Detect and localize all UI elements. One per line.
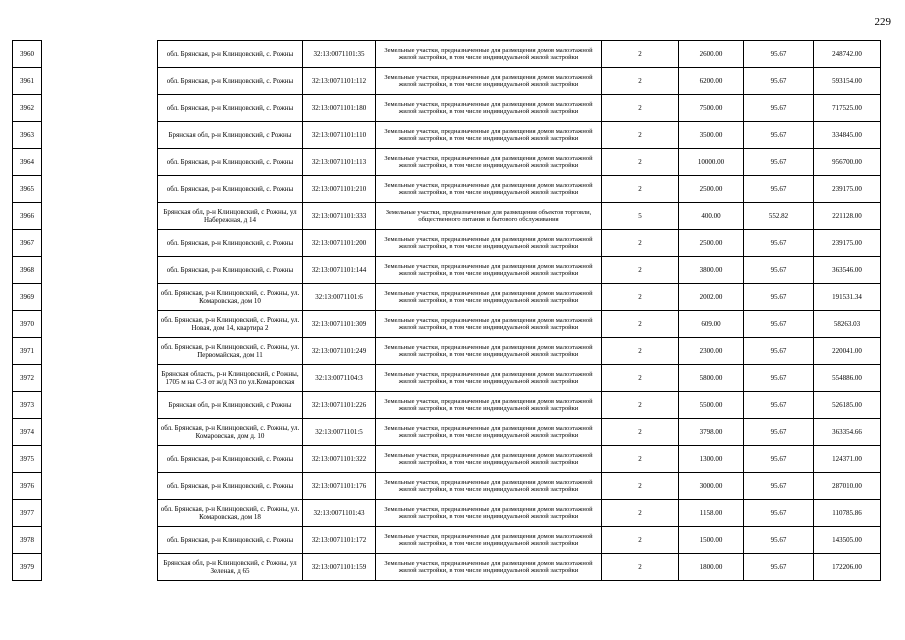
page-number: 229 (874, 16, 891, 28)
area-cell: 400.00 (679, 203, 744, 230)
cadastral-number-cell: 32:13:0071101:176 (303, 473, 376, 500)
specific-value-cell: 95.67 (744, 41, 814, 68)
land-use-purpose-cell: Земельные участки, предназначенные для размещения объектов торговли, общественного питания и бытового обслуживания (376, 203, 602, 230)
table-row (13, 446, 881, 473)
land-use-purpose-cell: Земельные участки, предназначенные для размещения домов малоэтажной жилой застройки, в том числе индивидуальной жилой застройки (376, 257, 602, 284)
cadastral-number-cell: 32:13:0071101:112 (303, 68, 376, 95)
land-use-purpose-cell: Земельные участки, предназначенные для размещения домов малоэтажной жилой застройки, в том числе индивидуальной жилой застройки (376, 230, 602, 257)
address-cell: обл. Брянская, р-н Клинцовский, с. Рожны, ул. Комаровская, дом 10 (158, 284, 303, 311)
use-group-cell: 2 (602, 554, 679, 581)
area-cell: 1158.00 (679, 500, 744, 527)
cadastral-value-cell: 221128.00 (814, 203, 881, 230)
area-cell: 6200.00 (679, 68, 744, 95)
specific-value-cell: 95.67 (744, 338, 814, 365)
row-number-cell: 3968 (13, 257, 42, 284)
row-number-cell: 3977 (13, 500, 42, 527)
row-number-cell: 3975 (13, 446, 42, 473)
land-use-purpose-cell: Земельные участки, предназначенные для размещения домов малоэтажной жилой застройки, в том числе индивидуальной жилой застройки (376, 554, 602, 581)
use-group-cell: 2 (602, 446, 679, 473)
table-row (13, 203, 881, 230)
specific-value-cell: 95.67 (744, 554, 814, 581)
address-cell: обл. Брянская, р-н Клинцовский, с. Рожны, ул. Новая, дом 14, квартира 2 (158, 311, 303, 338)
cadastral-number-cell: 32:13:0071101:6 (303, 284, 376, 311)
table-row (13, 122, 881, 149)
cadastral-value-cell: 554886.00 (814, 365, 881, 392)
land-use-purpose-cell: Земельные участки, предназначенные для размещения домов малоэтажной жилой застройки, в том числе индивидуальной жилой застройки (376, 446, 602, 473)
row-number-cell: 3963 (13, 122, 42, 149)
blank-gap-cell (42, 95, 158, 122)
use-group-cell: 5 (602, 203, 679, 230)
table-row (13, 230, 881, 257)
address-cell: обл. Брянская, р-н Клинцовский, с. Рожны (158, 41, 303, 68)
area-cell: 2600.00 (679, 41, 744, 68)
use-group-cell: 2 (602, 230, 679, 257)
area-cell: 1500.00 (679, 527, 744, 554)
cadastral-number-cell: 32:13:0071101:309 (303, 311, 376, 338)
land-use-purpose-cell: Земельные участки, предназначенные для размещения домов малоэтажной жилой застройки, в том числе индивидуальной жилой застройки (376, 95, 602, 122)
blank-gap-cell (42, 257, 158, 284)
row-number-cell: 3979 (13, 554, 42, 581)
cadastral-number-cell: 32:13:0071101:35 (303, 41, 376, 68)
land-use-purpose-cell: Земельные участки, предназначенные для размещения домов малоэтажной жилой застройки, в том числе индивидуальной жилой застройки (376, 392, 602, 419)
use-group-cell: 2 (602, 68, 679, 95)
use-group-cell: 2 (602, 176, 679, 203)
address-cell: Брянская обл, р-н Клинцовский, с Рожны, ул Набережная, д 14 (158, 203, 303, 230)
cadastral-value-cell: 287010.00 (814, 473, 881, 500)
address-cell: обл. Брянская, р-н Клинцовский, с. Рожны (158, 149, 303, 176)
table-row (13, 284, 881, 311)
cadastral-value-cell: 956700.00 (814, 149, 881, 176)
table-row (13, 338, 881, 365)
table-row (13, 419, 881, 446)
area-cell: 3500.00 (679, 122, 744, 149)
specific-value-cell: 95.67 (744, 527, 814, 554)
area-cell: 2002.00 (679, 284, 744, 311)
address-cell: обл. Брянская, р-н Клинцовский, с. Рожны, ул. Комаровская, дом 18 (158, 500, 303, 527)
specific-value-cell: 552.82 (744, 203, 814, 230)
address-cell: обл. Брянская, р-н Клинцовский, с. Рожны (158, 230, 303, 257)
cadastral-number-cell: 32:13:0071101:322 (303, 446, 376, 473)
cadastral-number-cell: 32:13:0071101:333 (303, 203, 376, 230)
row-number-cell: 3965 (13, 176, 42, 203)
specific-value-cell: 95.67 (744, 122, 814, 149)
row-number-cell: 3970 (13, 311, 42, 338)
cadastral-number-cell: 32:13:0071104:3 (303, 365, 376, 392)
row-number-cell: 3978 (13, 527, 42, 554)
cadastral-number-cell: 32:13:0071101:43 (303, 500, 376, 527)
cadastral-value-cell: 143505.00 (814, 527, 881, 554)
cadastral-number-cell: 32:13:0071101:200 (303, 230, 376, 257)
area-cell: 2500.00 (679, 230, 744, 257)
land-use-purpose-cell: Земельные участки, предназначенные для размещения домов малоэтажной жилой застройки, в том числе индивидуальной жилой застройки (376, 500, 602, 527)
table-row (13, 95, 881, 122)
address-cell: Брянская обл, р-н Клинцовский, с Рожны (158, 122, 303, 149)
blank-gap-cell (42, 122, 158, 149)
blank-gap-cell (42, 284, 158, 311)
blank-gap-cell (42, 203, 158, 230)
table-row (13, 257, 881, 284)
row-number-cell: 3972 (13, 365, 42, 392)
blank-gap-cell (42, 500, 158, 527)
area-cell: 2300.00 (679, 338, 744, 365)
land-use-purpose-cell: Земельные участки, предназначенные для размещения домов малоэтажной жилой застройки, в том числе индивидуальной жилой застройки (376, 41, 602, 68)
land-use-purpose-cell: Земельные участки, предназначенные для размещения домов малоэтажной жилой застройки, в том числе индивидуальной жилой застройки (376, 122, 602, 149)
cadastral-number-cell: 32:13:0071101:5 (303, 419, 376, 446)
cadastral-value-cell: 124371.00 (814, 446, 881, 473)
blank-gap-cell (42, 527, 158, 554)
cadastral-number-cell: 32:13:0071101:110 (303, 122, 376, 149)
row-number-cell: 3969 (13, 284, 42, 311)
specific-value-cell: 95.67 (744, 230, 814, 257)
land-use-purpose-cell: Земельные участки, предназначенные для размещения домов малоэтажной жилой застройки, в том числе индивидуальной жилой застройки (376, 176, 602, 203)
cadastral-value-cell: 363546.00 (814, 257, 881, 284)
specific-value-cell: 95.67 (744, 446, 814, 473)
address-cell: обл. Брянская, р-н Клинцовский, с. Рожны (158, 473, 303, 500)
cadastral-value-cell: 239175.00 (814, 176, 881, 203)
area-cell: 5500.00 (679, 392, 744, 419)
specific-value-cell: 95.67 (744, 95, 814, 122)
specific-value-cell: 95.67 (744, 311, 814, 338)
table-row (13, 68, 881, 95)
area-cell: 1800.00 (679, 554, 744, 581)
blank-gap-cell (42, 311, 158, 338)
use-group-cell: 2 (602, 473, 679, 500)
row-number-cell: 3962 (13, 95, 42, 122)
specific-value-cell: 95.67 (744, 68, 814, 95)
cadastral-value-cell: 58263.03 (814, 311, 881, 338)
use-group-cell: 2 (602, 338, 679, 365)
row-number-cell: 3974 (13, 419, 42, 446)
blank-gap-cell (42, 392, 158, 419)
blank-gap-cell (42, 176, 158, 203)
row-number-cell: 3971 (13, 338, 42, 365)
cadastral-value-cell: 172206.00 (814, 554, 881, 581)
land-use-purpose-cell: Земельные участки, предназначенные для размещения домов малоэтажной жилой застройки, в том числе индивидуальной жилой застройки (376, 365, 602, 392)
cadastral-number-cell: 32:13:0071101:226 (303, 392, 376, 419)
area-cell: 609.00 (679, 311, 744, 338)
specific-value-cell: 95.67 (744, 365, 814, 392)
cadastral-value-cell: 191531.34 (814, 284, 881, 311)
cadastral-number-cell: 32:13:0071101:249 (303, 338, 376, 365)
area-cell: 3798.00 (679, 419, 744, 446)
cadastral-value-cell: 220041.00 (814, 338, 881, 365)
address-cell: Брянская обл, р-н Клинцовский, с Рожны (158, 392, 303, 419)
cadastral-number-cell: 32:13:0071101:180 (303, 95, 376, 122)
address-cell: обл. Брянская, р-н Клинцовский, с. Рожны (158, 176, 303, 203)
cadastral-value-cell: 363354.66 (814, 419, 881, 446)
row-number-cell: 3966 (13, 203, 42, 230)
row-number-cell: 3976 (13, 473, 42, 500)
cadastral-number-cell: 32:13:0071101:113 (303, 149, 376, 176)
cadastral-value-cell: 717525.00 (814, 95, 881, 122)
use-group-cell: 2 (602, 284, 679, 311)
address-cell: обл. Брянская, р-н Клинцовский, с. Рожны (158, 257, 303, 284)
blank-gap-cell (42, 419, 158, 446)
blank-gap-cell (42, 230, 158, 257)
use-group-cell: 2 (602, 149, 679, 176)
address-cell: обл. Брянская, р-н Клинцовский, с. Рожны, ул. Комаровская, дом д. 10 (158, 419, 303, 446)
cadastral-number-cell: 32:13:0071101:159 (303, 554, 376, 581)
blank-gap-cell (42, 365, 158, 392)
specific-value-cell: 95.67 (744, 500, 814, 527)
row-number-cell: 3960 (13, 41, 42, 68)
use-group-cell: 2 (602, 392, 679, 419)
specific-value-cell: 95.67 (744, 284, 814, 311)
cadastral-value-cell: 110785.86 (814, 500, 881, 527)
table-row (13, 176, 881, 203)
cadastral-number-cell: 32:13:0071101:210 (303, 176, 376, 203)
land-use-purpose-cell: Земельные участки, предназначенные для размещения домов малоэтажной жилой застройки, в том числе индивидуальной жилой застройки (376, 473, 602, 500)
cadastral-value-cell: 593154.00 (814, 68, 881, 95)
land-use-purpose-cell: Земельные участки, предназначенные для размещения домов малоэтажной жилой застройки, в том числе индивидуальной жилой застройки (376, 149, 602, 176)
specific-value-cell: 95.67 (744, 419, 814, 446)
address-cell: обл. Брянская, р-н Клинцовский, с. Рожны (158, 68, 303, 95)
blank-gap-cell (42, 446, 158, 473)
table-body (13, 41, 881, 581)
table-row (13, 500, 881, 527)
use-group-cell: 2 (602, 122, 679, 149)
address-cell: обл. Брянская, р-н Клинцовский, с. Рожны (158, 95, 303, 122)
row-number-cell: 3964 (13, 149, 42, 176)
use-group-cell: 2 (602, 257, 679, 284)
table-row (13, 311, 881, 338)
cadastral-number-cell: 32:13:0071101:172 (303, 527, 376, 554)
use-group-cell: 2 (602, 95, 679, 122)
specific-value-cell: 95.67 (744, 149, 814, 176)
blank-gap-cell (42, 41, 158, 68)
use-group-cell: 2 (602, 500, 679, 527)
land-use-purpose-cell: Земельные участки, предназначенные для размещения домов малоэтажной жилой застройки, в том числе индивидуальной жилой застройки (376, 419, 602, 446)
land-use-purpose-cell: Земельные участки, предназначенные для размещения домов малоэтажной жилой застройки, в том числе индивидуальной жилой застройки (376, 284, 602, 311)
blank-gap-cell (42, 68, 158, 95)
land-use-purpose-cell: Земельные участки, предназначенные для размещения домов малоэтажной жилой застройки, в том числе индивидуальной жилой застройки (376, 311, 602, 338)
address-cell: обл. Брянская, р-н Клинцовский, с. Рожны (158, 446, 303, 473)
address-cell: Брянская область, р-н Клинцовский, с Рожны, 1705 м на С-З от ж/д N3 по ул.Комаровская (158, 365, 303, 392)
cadastral-value-cell: 248742.00 (814, 41, 881, 68)
cadastral-value-cell: 334845.00 (814, 122, 881, 149)
address-cell: обл. Брянская, р-н Клинцовский, с. Рожны (158, 527, 303, 554)
blank-gap-cell (42, 554, 158, 581)
land-use-purpose-cell: Земельные участки, предназначенные для размещения домов малоэтажной жилой застройки, в том числе индивидуальной жилой застройки (376, 68, 602, 95)
use-group-cell: 2 (602, 365, 679, 392)
address-cell: обл. Брянская, р-н Клинцовский, с. Рожны, ул. Первомайская, дом 11 (158, 338, 303, 365)
cadastral-number-cell: 32:13:0071101:144 (303, 257, 376, 284)
row-number-cell: 3967 (13, 230, 42, 257)
cadastral-value-cell: 526185.00 (814, 392, 881, 419)
use-group-cell: 2 (602, 311, 679, 338)
use-group-cell: 2 (602, 527, 679, 554)
area-cell: 3800.00 (679, 257, 744, 284)
area-cell: 1300.00 (679, 446, 744, 473)
land-plots-table (12, 40, 881, 581)
table-row (13, 149, 881, 176)
row-number-cell: 3973 (13, 392, 42, 419)
use-group-cell: 2 (602, 41, 679, 68)
blank-gap-cell (42, 473, 158, 500)
address-cell: Брянская обл, р-н Клинцовский, с Рожны, ул Зеленая, д 65 (158, 554, 303, 581)
table-row (13, 527, 881, 554)
use-group-cell: 2 (602, 419, 679, 446)
specific-value-cell: 95.67 (744, 392, 814, 419)
area-cell: 7500.00 (679, 95, 744, 122)
cadastral-value-cell: 239175.00 (814, 230, 881, 257)
blank-gap-cell (42, 338, 158, 365)
area-cell: 2500.00 (679, 176, 744, 203)
area-cell: 5800.00 (679, 365, 744, 392)
specific-value-cell: 95.67 (744, 257, 814, 284)
table-row (13, 41, 881, 68)
row-number-cell: 3961 (13, 68, 42, 95)
specific-value-cell: 95.67 (744, 473, 814, 500)
table-row (13, 365, 881, 392)
land-use-purpose-cell: Земельные участки, предназначенные для размещения домов малоэтажной жилой застройки, в том числе индивидуальной жилой застройки (376, 338, 602, 365)
table-row (13, 554, 881, 581)
area-cell: 3000.00 (679, 473, 744, 500)
table-row (13, 473, 881, 500)
table-row (13, 392, 881, 419)
land-use-purpose-cell: Земельные участки, предназначенные для размещения домов малоэтажной жилой застройки, в том числе индивидуальной жилой застройки (376, 527, 602, 554)
specific-value-cell: 95.67 (744, 176, 814, 203)
area-cell: 10000.00 (679, 149, 744, 176)
blank-gap-cell (42, 149, 158, 176)
